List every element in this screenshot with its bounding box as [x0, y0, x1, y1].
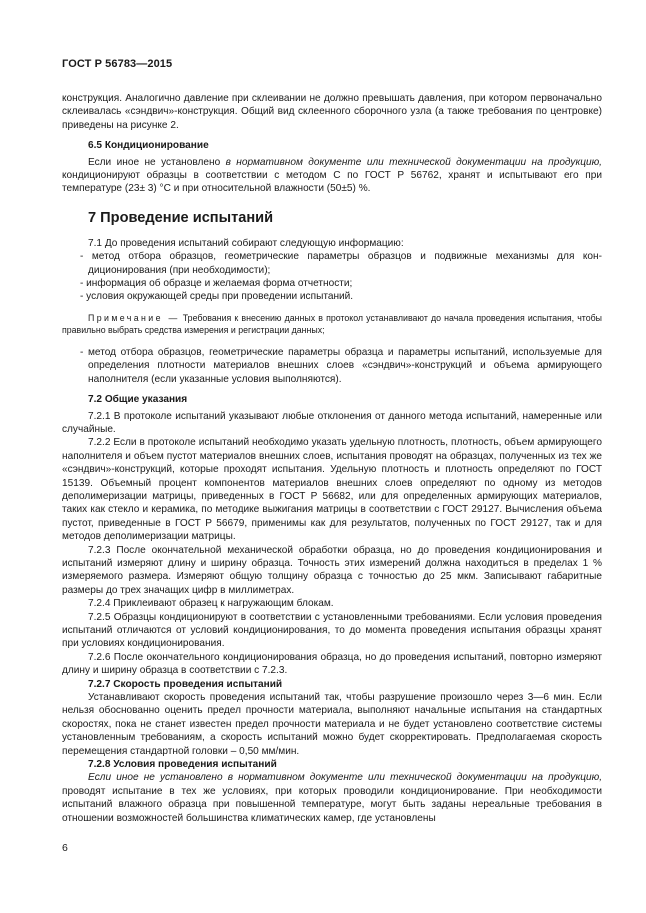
paragraph-7-2-2: 7.2.2 Если в протоколе испытаний необходимо указать удельную плотность, плотность, объем армирующего наполнителя и объем пустот материалов внешних слоев, испытания проводят на образцах, полученных из тех же «сэндвич»-конструкций, которые проходят испытания. Удельную плотность и плотность определяют по ГОСТ 15139. Объемный процент компонентов материалов внешних слоев определяют по одному из методов деполимеризации матрицы, приведенных в ГОСТ Р 56682, или для определенных армирующих материалов, таких как стекло и керамика, по методике выжигания матрицы в соответствии с ГОСТ 29127. Вычисления объема пустот, приведенные в ГОСТ Р 56679, применимы как для результатов, полученных по ГОСТ 29127, так и для методов деполимеризации матрицы. [62, 437, 602, 543]
italic-phrase: в нормативном документе или технической документации на продукцию, [225, 156, 602, 168]
section-7-2-8-title: 7.2.8 Условия проведения испытаний [88, 759, 277, 771]
note-label: Примечание — [88, 312, 180, 323]
paragraph-7-1: 7.1 До проведения испытаний собирают следующую информацию: [88, 237, 404, 249]
list-item: - условия окружающей среды при проведении испытаний. [80, 291, 354, 303]
paragraph-7-2-7: Устанавливают скорость проведения испытаний так, чтобы разрушение произошло через 3—6 мин. Если нельзя обоснованно оценить предел прочности материала, выполняют начальные испытания на стандартных скоростях, пока не станет известен предел прочности материала и не будет установлено соответствие системы установленным требованиям, а скорость испытаний можно будет скорректировать. Предполагаемая скорость перемещения стандартной головки – 0,50 мм/мин. [62, 692, 602, 757]
page-number: 6 [62, 842, 68, 854]
section-7-2-title: 7.2 Общие указания [88, 394, 188, 406]
section-7-title: 7 Проведение испытаний [88, 209, 274, 226]
paragraph-7-2-1: 7.2.1 В протоколе испытаний указывают любые отклонения от данного метода испытаний, намеренные или случайные. [62, 410, 602, 435]
paragraph-7-2-4: 7.2.4 Приклеивают образец к нагружающим блокам. [88, 598, 334, 610]
list-item: - информация об образце и желаемая форма отчетности; [80, 278, 353, 290]
section-6-5-title: 6.5 Кондиционирование [88, 140, 209, 152]
list-item: - метод отбора образцов, геометрические параметры образца и параметры испытаний, используемые для определения плотности материалов внешних слоев «сэндвич»-конструкций и объема армирующего наполнителя (если указанные условия выполняются). [80, 346, 602, 385]
paragraph-7-2-3: 7.2.3 После окончательной механической обработки образца, но до проведения кондиционирования и испытаний измеряют длину и ширину образца. Точность этих измерений должна находиться в пределах 1 % измеряемого размера. Измеряют общую толщину образца с точностью до 25 мкм. Записывают габаритные размеры до трех значащих цифр в миллиметрах. [62, 544, 602, 596]
intro-paragraph: конструкция. Аналогично давление при склеивании не должно превышать давления, при котором первоначально склеивалась «сэндвич»-конструкция. Общий вид склеенного сборочного узла (а также требования по центровке) приведены на рисунке 2. [62, 93, 602, 131]
page-header: ГОСТ Р 56783—2015 [62, 58, 173, 70]
paragraph-7-2-5: 7.2.5 Образцы кондиционируют в соответствии с установленными требованиями. Если условия проведения испытаний отличаются от условий кондиционирования, то до момента проведения испытания образцы хранят при условиях кондиционирования. [62, 611, 602, 650]
list-item: - метод отбора образцов, геометрические параметры образцов и подвижные механизмы для кондиционирования (при необходимости); [80, 251, 602, 276]
paragraph-7-2-8: Если иное не установлено в нормативном документе или технической документации на продукцию, проводят испытание в тех же условиях, при которых проводили кондиционирование. При необходимости испытаний влажного образца при повышенной температуре, могут быть заданы нереальные требования в отношении возможностей большинства климатических камер, где установлены [62, 772, 602, 824]
section-7-2-7-title: 7.2.7 Скорость проведения испытаний [88, 678, 283, 690]
note-paragraph: Примечание — Требования к внесению данных в протокол устанавливают до начала проведения испытания, чтобы правильно выбрать средства измерения и регистрации данных; [62, 312, 602, 335]
section-6-5-paragraph: Если иное не установлено в нормативном документе или технической документации на продукцию, кондиционируют образцы в соответствии с методом С по ГОСТ Р 56762, хранят и испытывают его при температуре (23± 3) °С и при относительной влажности (50±5) %. [62, 156, 602, 195]
italic-phrase: Если иное не установлено в нормативном документе или технической документации на продукцию, [88, 772, 602, 784]
paragraph-7-2-6: 7.2.6 После окончательного кондиционирования образца, но до проведения испытаний, повторно измеряют длину и ширину образца в соответствии с 7.2.3. [62, 651, 602, 677]
